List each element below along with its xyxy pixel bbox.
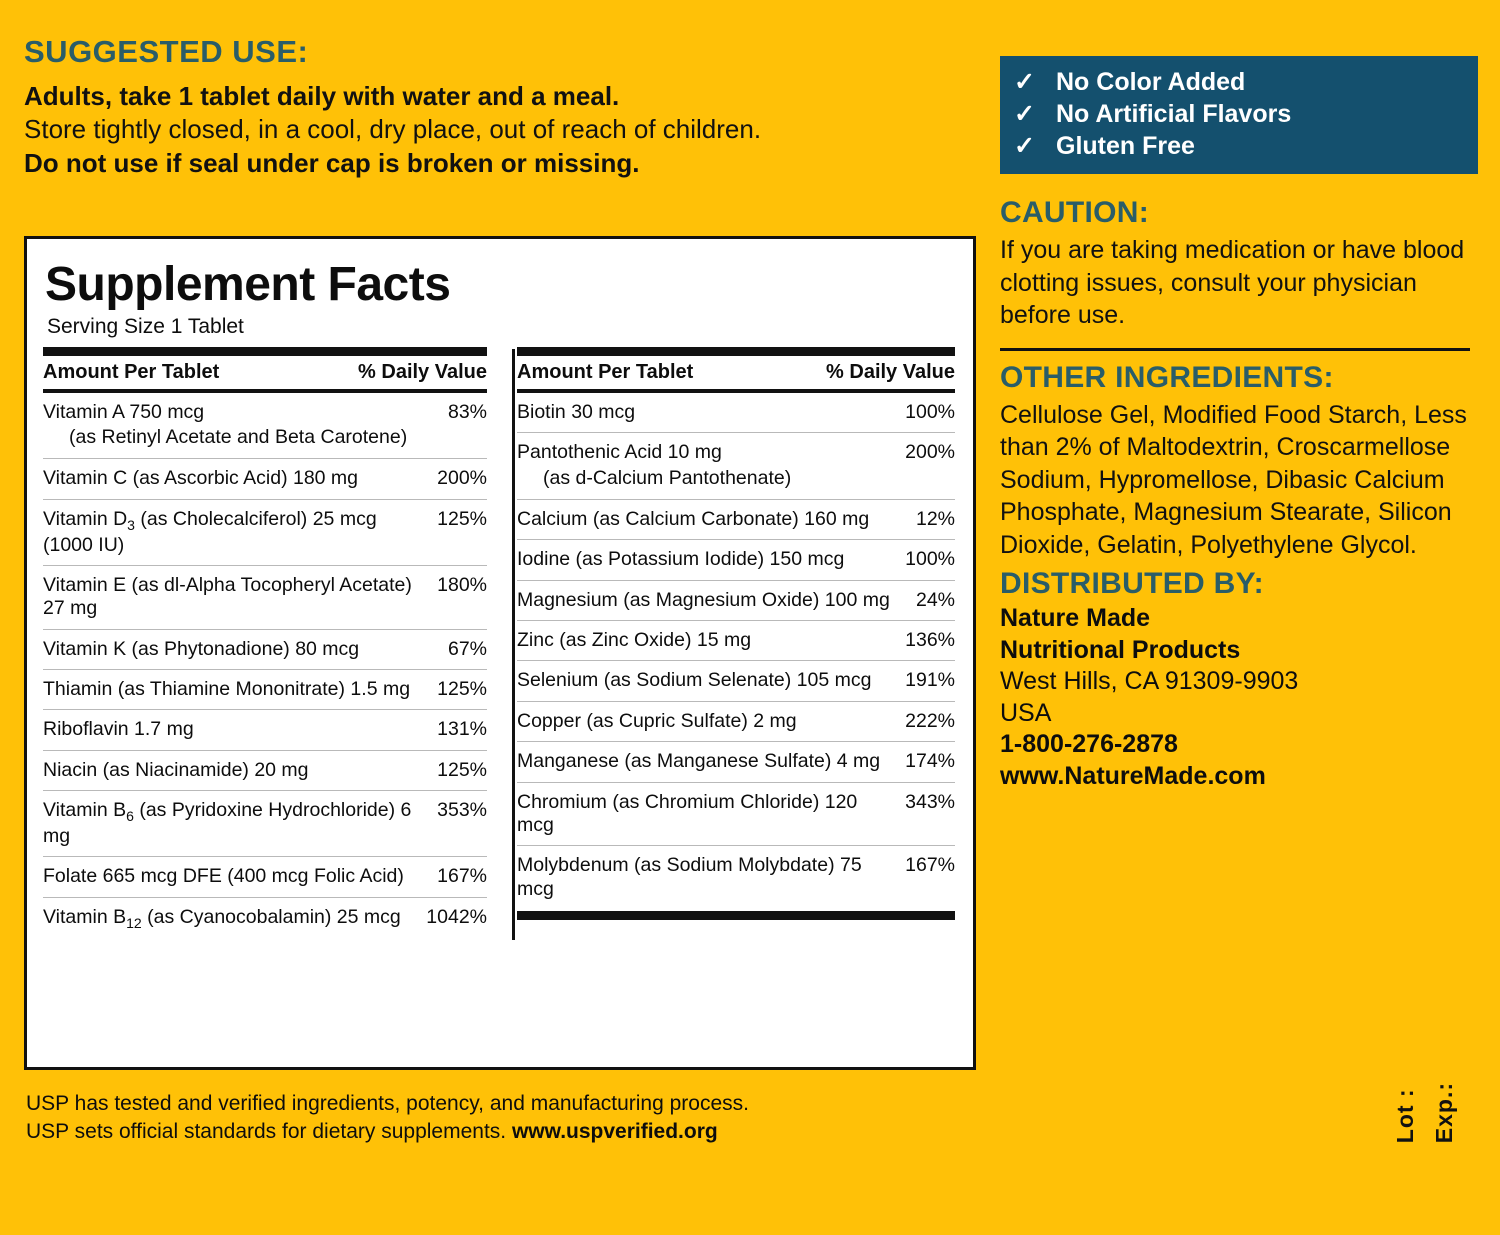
nutrient-name: Vitamin $D_3$ (as Cholecalciferol) 25 mcg (1000 IU) <box>43 507 377 556</box>
nutrient-name: Vitamin E (as dl-Alpha Tocopheryl Acetate) 27 mg <box>43 573 412 620</box>
nutrient-dv: 12% <box>915 507 955 530</box>
lot-label: Lot : <box>1392 1088 1418 1144</box>
rule-thick <box>43 347 487 356</box>
other-ingredients-heading: OTHER INGREDIENTS: <box>1000 360 1334 394</box>
rule-thick <box>517 347 955 356</box>
nutrient-dv: 174% <box>905 750 955 773</box>
claim-label: Gluten Free <box>1056 132 1195 160</box>
usp-link[interactable]: www.uspverified.org <box>511 1120 718 1144</box>
check-icon: ✓ <box>1014 68 1035 96</box>
nutrient-dv: 125% <box>437 507 487 530</box>
nutrient-name: Niacin (as Niacinamide) 20 mg <box>43 758 309 781</box>
table-row <box>43 393 487 426</box>
table-row <box>43 751 487 790</box>
nutrient-name: Zinc (as Zinc Oxide) 15 mg <box>517 628 752 651</box>
check-icon: ✓ <box>1014 100 1035 128</box>
nutrient-name: Folate 665 mcg DFE (400 mcg Folic Acid) <box>43 865 404 888</box>
table-row <box>517 540 955 579</box>
check-icon: ✓ <box>1014 132 1035 160</box>
table-row <box>517 846 955 909</box>
nutrient-name: Riboflavin 1.7 mg <box>43 718 194 741</box>
header-amount-right: Amount Per Tablet <box>517 361 694 383</box>
facts-table-left <box>43 345 499 940</box>
nutrient-name: Biotin 30 mcg <box>517 401 636 423</box>
serving-size: Serving Size 1 Tablet <box>47 315 244 338</box>
nutrient-dv: 24% <box>915 588 955 611</box>
nutrient-source: (as Retinyl Acetate and Beta Carotene) <box>69 426 408 449</box>
lot-exp-block <box>1392 1082 1458 1143</box>
nutrient-dv: 180% <box>437 573 487 596</box>
distributor-website[interactable]: www.NatureMade.com <box>1000 761 1266 790</box>
nutrient-name: Vitamin K (as Phytonadione) 80 mcg <box>43 637 360 660</box>
usp-note-line-2-text: USP sets official standards for dietary supplements. <box>26 1120 512 1144</box>
header-amount-left: Amount Per Tablet <box>43 361 220 383</box>
table-row <box>517 783 955 846</box>
supplement-facts-title: Supplement Facts <box>45 258 451 311</box>
suggested-use-line-3: Do not use if seal under cap is broken or missing. <box>24 147 640 178</box>
other-ingredients-text: Cellulose Gel, Modified Food Starch, Less than 2% of Maltodextrin, Croscarmellose Sodium, Hypromellose, Dibasic Calcium Phosphate, Magnesium Stearate, Silicon Dioxide, Gelatin, Polyethylene Glycol. <box>1000 400 1467 559</box>
rule-thick-bottom <box>517 911 955 920</box>
nutrient-name: Chromium (as Chromium Chloride) 120 mcg <box>517 790 858 836</box>
nutrient-dv: 131% <box>437 718 487 741</box>
nutrient-dv: 222% <box>905 709 955 732</box>
nutrient-name: Pantothenic Acid 10 mg <box>517 441 722 464</box>
usp-note <box>26 1090 926 1147</box>
table-row <box>517 393 955 432</box>
claim-label: No Artificial Flavors <box>1056 100 1292 128</box>
claim-item <box>1014 66 1464 98</box>
table-header-right <box>517 356 955 389</box>
section-divider <box>1000 348 1470 351</box>
caution-heading: CAUTION: <box>1000 196 1150 229</box>
facts-table-right <box>499 345 955 940</box>
nutrient-name: Calcium (as Calcium Carbonate) 160 mg <box>517 507 870 530</box>
table-row <box>517 433 955 466</box>
table-row <box>43 791 487 856</box>
table-row <box>43 566 487 629</box>
nutrient-name: Vitamin $B_{12}$ (as Cyanocobalamin) 25 mcg <box>43 905 401 931</box>
supplement-facts-panel <box>24 236 976 1070</box>
table-row <box>43 459 487 498</box>
nutrient-dv: 100% <box>905 548 955 571</box>
table-row <box>43 670 487 709</box>
nutrient-name: Molybdenum (as Sodium Molybdate) 75 mcg <box>517 854 862 900</box>
header-dv-right: % Daily Value <box>826 361 955 383</box>
table-row <box>43 857 487 896</box>
exp-label: Exp.: <box>1431 1082 1457 1144</box>
nutrient-name: Vitamin C (as Ascorbic Acid) 180 mg <box>43 467 359 490</box>
table-row <box>43 630 487 669</box>
usp-note-line-2 <box>26 1118 926 1146</box>
nutrient-source: (as d-Calcium Pantothenate) <box>543 466 792 489</box>
nutrient-name: Manganese (as Manganese Sulfate) 4 mg <box>517 750 881 773</box>
nutrient-dv: 353% <box>437 799 487 822</box>
nutrient-dv: 200% <box>905 441 955 464</box>
table-row <box>517 621 955 660</box>
nutrient-dv: 125% <box>437 758 487 781</box>
claim-item <box>1014 130 1464 162</box>
usp-note-line-1: USP has tested and verified ingredients, potency, and manufacturing process. <box>26 1092 749 1115</box>
nutrient-name: Vitamin $B_6$ (as Pyridoxine Hydrochloride) 6 mg <box>43 799 412 847</box>
nutrient-dv: 136% <box>905 628 955 651</box>
suggested-use-heading: SUGGESTED USE: <box>24 34 309 69</box>
distributed-by-heading: DISTRIBUTED BY: <box>1000 567 1264 600</box>
suggested-use-section <box>24 34 976 180</box>
table-row <box>517 702 955 741</box>
nutrient-dv: 167% <box>905 854 955 877</box>
nutrient-name: Vitamin A 750 mcg <box>43 401 205 423</box>
table-row <box>43 500 487 565</box>
distributor-name-2: Nutritional Products <box>1000 635 1241 664</box>
table-row <box>517 581 955 620</box>
column-divider <box>512 349 515 940</box>
table-row <box>43 898 487 940</box>
distributor-address: West Hills, CA 91309-9903 <box>1000 667 1299 695</box>
nutrient-dv: 83% <box>447 401 487 423</box>
claims-box <box>1000 56 1478 174</box>
suggested-use-line-1: Adults, take 1 tablet daily with water and a meal. <box>24 81 620 111</box>
header-dv-left: % Daily Value <box>358 361 487 383</box>
claim-label: No Color Added <box>1056 68 1246 96</box>
nutrient-name: Iodine (as Potassium Iodide) 150 mcg <box>517 548 845 571</box>
nutrient-dv: 191% <box>905 669 955 692</box>
nutrient-dv: 200% <box>437 467 487 490</box>
table-row <box>517 661 955 700</box>
nutrient-name: Thiamin (as Thiamine Mononitrate) 1.5 mg <box>43 678 411 701</box>
table-row <box>517 742 955 781</box>
distributor-country: USA <box>1000 698 1052 727</box>
nutrient-name: Magnesium (as Magnesium Oxide) 100 mg <box>517 588 890 611</box>
suggested-use-line-2: Store tightly closed, in a cool, dry place, out of reach of children. <box>24 114 762 145</box>
table-row <box>43 710 487 749</box>
nutrient-dv: 100% <box>905 401 955 423</box>
nutrient-name: Copper (as Cupric Sulfate) 2 mg <box>517 709 797 732</box>
nutrient-name: Selenium (as Sodium Selenate) 105 mcg <box>517 669 872 692</box>
nutrient-dv: 1042% <box>426 905 487 928</box>
nutrient-dv: 167% <box>437 865 487 888</box>
distributor-phone[interactable]: 1-800-276-2878 <box>1000 730 1178 758</box>
right-column <box>1000 56 1478 792</box>
facts-columns <box>43 345 957 940</box>
distributor-name-1: Nature Made <box>1000 604 1151 632</box>
table-row <box>517 500 955 539</box>
claim-item <box>1014 98 1464 130</box>
nutrient-dv: 343% <box>905 790 955 813</box>
table-header-left <box>43 356 487 389</box>
caution-text: If you are taking medication or have blood clotting issues, consult your physician before use. <box>1000 236 1465 329</box>
nutrient-dv: 67% <box>447 637 487 660</box>
nutrient-dv: 125% <box>437 678 487 701</box>
